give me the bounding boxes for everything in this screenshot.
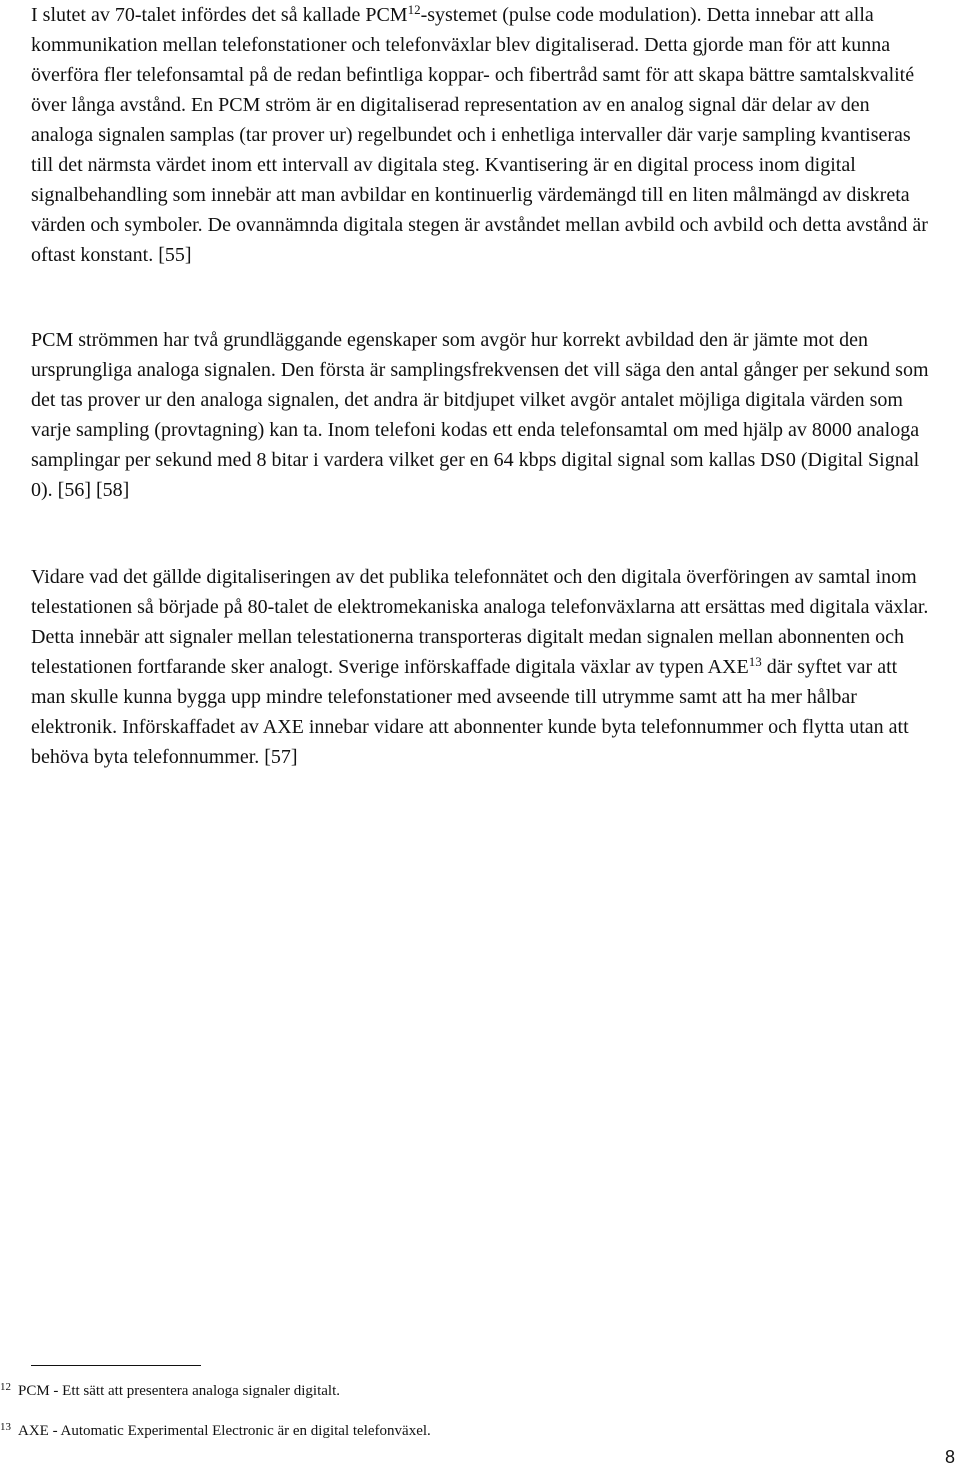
paragraph-text: I slutet av 70-talet infördes det så kallade PCM xyxy=(31,4,408,26)
paragraph-text: -systemet (pulse code modulation). Detta innebar att alla kommunikation mellan telefonstationer och telefonväxlar blev digitaliserad. Detta gjorde man för att kunna överföra fler telefonsamtal på de redan befintliga koppar- och fibertråd samt för att skapa bättre samtalskvalité över långa avstånd. En PCM ström är en digitaliserad representation av en analog signal där delar av den analoga signalen samplas (tar prover ur) regelbundet och i enhetliga intervaller där varje sampling kvantiseras till det närmsta värdet inom ett intervall av digitala steg. Kvantisering är en digital process inom digital signalbehandling som innebär att man avbildar en kontinuerlig värdemängd till en liten målmängd av diskreta värden och symboler. De ovannämnda digitala stegen är avståndet mellan avbild och avbild och detta avstånd är oftast konstant. [55] xyxy=(31,4,928,266)
paragraph-digital-exchanges xyxy=(31,562,931,772)
footnote-12: 12 PCM - Ett sätt att presentera analoga signaler digitalt. xyxy=(0,1381,340,1399)
paragraph-text: Vidare vad det gällde digitaliseringen av det publika telefonnätet och den digitala överföringen av samtal inom telestationen så började på 80-talet de elektromekaniska analoga telefonväxlarna att ersättas med digitala växlar. Detta innebär att signaler mellan telestationerna transporteras digitalt medan signalen mellan abonnenten och telestationen fortfarande sker analogt. Sverige införskaffade digitala växlar av typen AXE xyxy=(31,566,929,678)
footnote-ref-12[interactable]: 12 xyxy=(407,2,421,17)
footnote-text: PCM - Ett sätt att presentera analoga signaler digitalt. xyxy=(18,1383,340,1399)
page-number: 8 xyxy=(944,1447,955,1467)
footnote-text: AXE - Automatic Experimental Electronic är en digital telefonväxel. xyxy=(18,1423,431,1439)
paragraph-text: där syftet var att man skulle kunna bygga upp mindre telefonstationer med avseende till utrymme samt att ha mer hålbar elektronik. Införskaffadet av AXE innebar vidare att abonnenter kunde byta telefonnummer och flytta utan att behöva byta telefonnummer. [57] xyxy=(31,656,909,768)
footnote-ref-13[interactable]: 13 xyxy=(748,654,762,669)
paragraph-pcm-properties: PCM strömmen har två grundläggande egenskaper som avgör hur korrekt avbildad den är jämte mot den ursprungliga analoga signalen. Den första är samplingsfrekvensen det vill säga den antal gånger per sekund som det tas prover ur den analoga signalen, det andra är bitdjupet vilket avgör antalet möjliga digitala värden som varje sampling (provtagning) kan ta. Inom telefoni kodas ett enda telefonsamtal om med hjälp av 8000 analoga samplingar per sekund med 8 bitar i vardera vilket ger en 64 kbps digital signal som kallas DS0 (Digital Signal 0). [56] [58] xyxy=(31,329,929,501)
footnote-13: 13 AXE - Automatic Experimental Electronic är en digital telefonväxel. xyxy=(0,1421,431,1439)
footnote-divider xyxy=(31,1365,201,1366)
paragraph-pcm-intro xyxy=(31,0,931,270)
